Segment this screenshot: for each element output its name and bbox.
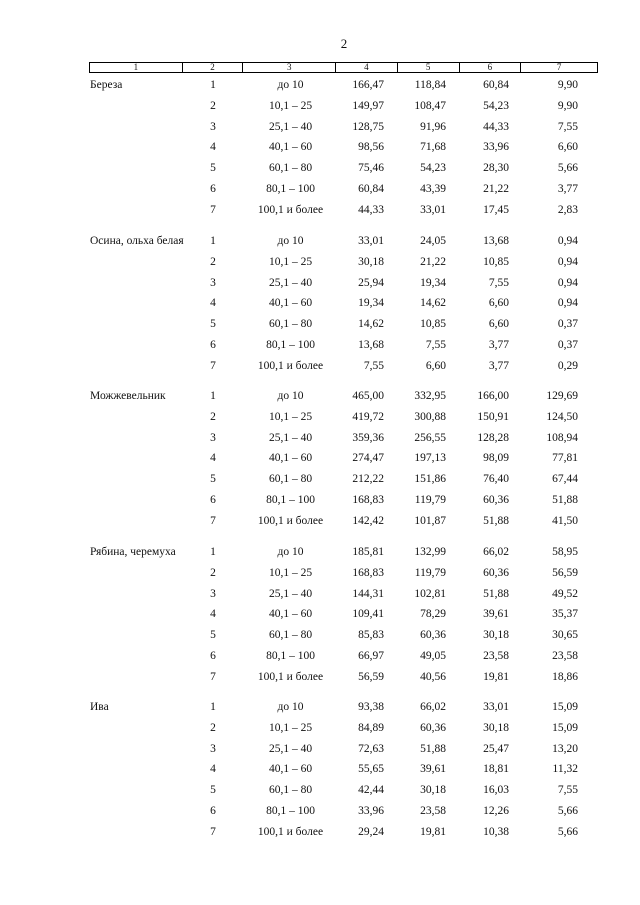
rate-col6-cell: 12,26	[483, 805, 509, 817]
age-class-cell: 4	[210, 763, 216, 776]
age-class-cell: 5	[210, 629, 216, 642]
age-class-cell: 3	[210, 120, 216, 133]
rate-col6-cell: 7,55	[488, 276, 509, 289]
age-class-cell: 4	[210, 452, 216, 465]
age-class-cell: 6	[210, 650, 216, 662]
rate-col6-cell: 51,88	[483, 587, 509, 600]
age-class-cell: 3	[210, 431, 216, 444]
age-class-cell: 3	[210, 276, 216, 289]
table-row	[0, 273, 640, 293]
age-class-cell: 5	[210, 318, 216, 331]
rate-col6-cell: 150,91	[477, 410, 509, 423]
rate-col5-cell: 21,22	[420, 255, 446, 268]
rate-col4-cell: 33,01	[358, 235, 384, 247]
rate-col4-cell: 56,59	[358, 670, 384, 683]
rate-col7-cell: 7,55	[557, 120, 578, 133]
rate-col5-cell: 19,34	[420, 276, 446, 289]
rate-col5-cell: 40,56	[420, 670, 446, 683]
rate-col6-cell: 10,38	[483, 825, 509, 838]
diameter-range-cell: до 10	[277, 546, 304, 558]
diameter-range-cell: 10,1 – 25	[268, 255, 313, 268]
rate-col4-cell: 55,65	[358, 763, 384, 776]
table-row	[0, 604, 640, 624]
age-class-cell: 5	[210, 473, 216, 486]
column-header-2: 2	[183, 63, 244, 72]
rate-col7-cell: 56,59	[552, 566, 578, 579]
diameter-range-cell: 80,1 – 100	[266, 650, 315, 662]
rate-col4-cell: 168,83	[352, 566, 384, 579]
age-class-cell: 6	[210, 805, 216, 817]
rate-col7-cell: 9,90	[557, 79, 578, 91]
rate-col7-cell: 0,94	[557, 297, 578, 310]
age-class-cell: 5	[210, 784, 216, 797]
table-row	[0, 200, 640, 220]
rate-col5-cell: 19,81	[420, 825, 446, 838]
rate-col5-cell: 30,18	[420, 784, 446, 797]
rate-col5-cell: 43,39	[420, 183, 446, 195]
rate-col4-cell: 185,81	[352, 546, 384, 558]
table-row	[0, 511, 640, 531]
rate-col6-cell: 60,36	[483, 494, 509, 506]
rate-col6-cell: 66,02	[483, 546, 509, 558]
species-name: Ива	[90, 701, 109, 713]
rate-col5-cell: 119,79	[414, 566, 446, 579]
rate-col4-cell: 19,34	[358, 297, 384, 310]
rate-col6-cell: 76,40	[483, 473, 509, 486]
rate-col4-cell: 25,94	[358, 276, 384, 289]
rate-col5-cell: 300,88	[414, 410, 446, 423]
rate-col4-cell: 42,44	[358, 784, 384, 797]
rate-col7-cell: 9,90	[557, 99, 578, 112]
diameter-range-cell: 80,1 – 100	[266, 494, 315, 506]
rate-col6-cell: 51,88	[483, 514, 509, 527]
table-row	[0, 490, 640, 510]
rate-col5-cell: 91,96	[420, 120, 446, 133]
age-class-cell: 3	[210, 742, 216, 755]
rate-col6-cell: 60,36	[483, 566, 509, 579]
rate-col6-cell: 6,60	[488, 318, 509, 331]
diameter-range-cell: 25,1 – 40	[268, 431, 313, 444]
rate-col5-cell: 66,02	[420, 701, 446, 713]
table-row	[0, 314, 640, 334]
table-row	[0, 759, 640, 779]
diameter-range-cell: 40,1 – 60	[268, 141, 313, 154]
age-class-cell: 1	[210, 390, 216, 402]
age-class-cell: 1	[210, 79, 216, 91]
rate-col7-cell: 35,37	[552, 608, 578, 621]
table-row	[0, 293, 640, 313]
diameter-range-cell: 25,1 – 40	[268, 120, 313, 133]
diameter-range-cell: 100,1 и более	[257, 203, 324, 216]
rate-col7-cell: 5,66	[557, 805, 578, 817]
rate-col4-cell: 75,46	[358, 162, 384, 175]
table-row	[0, 542, 640, 562]
rate-col4-cell: 419,72	[352, 410, 384, 423]
table-row	[0, 780, 640, 800]
rate-col5-cell: 101,87	[414, 514, 446, 527]
rate-col5-cell: 256,55	[414, 431, 446, 444]
rate-col6-cell: 21,22	[483, 183, 509, 195]
rate-col7-cell: 7,55	[557, 784, 578, 797]
table-row	[0, 179, 640, 199]
age-class-cell: 7	[210, 359, 216, 372]
rate-col7-cell: 15,09	[552, 721, 578, 734]
rate-col6-cell: 10,85	[483, 255, 509, 268]
rate-col5-cell: 108,47	[414, 99, 446, 112]
column-number-header	[89, 62, 598, 73]
rate-col6-cell: 28,30	[483, 162, 509, 175]
rate-col5-cell: 151,86	[414, 473, 446, 486]
diameter-range-cell: 10,1 – 25	[268, 566, 313, 579]
age-class-cell: 2	[210, 566, 216, 579]
table-row	[0, 469, 640, 489]
table-row	[0, 137, 640, 157]
rate-col6-cell: 18,81	[483, 763, 509, 776]
rate-col4-cell: 7,55	[363, 359, 384, 372]
rate-col6-cell: 44,33	[483, 120, 509, 133]
diameter-range-cell: 40,1 – 60	[268, 452, 313, 465]
rate-col4-cell: 465,00	[352, 390, 384, 402]
rate-col5-cell: 10,85	[420, 318, 446, 331]
table-row	[0, 718, 640, 738]
diameter-range-cell: 60,1 – 80	[268, 473, 313, 486]
rate-col4-cell: 128,75	[352, 120, 384, 133]
diameter-range-cell: 40,1 – 60	[268, 763, 313, 776]
table-row	[0, 801, 640, 821]
column-header-3: 3	[243, 63, 336, 72]
rate-col5-cell: 60,36	[420, 721, 446, 734]
diameter-range-cell: 25,1 – 40	[268, 587, 313, 600]
rate-col6-cell: 33,96	[483, 141, 509, 154]
age-class-cell: 6	[210, 339, 216, 351]
rate-col5-cell: 6,60	[425, 359, 446, 372]
rate-col7-cell: 0,37	[557, 339, 578, 351]
table-row	[0, 625, 640, 645]
table-row	[0, 584, 640, 604]
diameter-range-cell: 60,1 – 80	[268, 784, 313, 797]
table-row	[0, 667, 640, 687]
diameter-range-cell: 10,1 – 25	[268, 721, 313, 734]
species-name: Осина, ольха белая	[90, 235, 184, 247]
rate-col5-cell: 51,88	[420, 742, 446, 755]
rate-col5-cell: 102,81	[414, 587, 446, 600]
rate-col4-cell: 44,33	[358, 203, 384, 216]
diameter-range-cell: 40,1 – 60	[268, 608, 313, 621]
age-class-cell: 3	[210, 587, 216, 600]
rate-col5-cell: 14,62	[420, 297, 446, 310]
age-class-cell: 7	[210, 203, 216, 216]
rate-col5-cell: 78,29	[420, 608, 446, 621]
rate-col4-cell: 144,31	[352, 587, 384, 600]
diameter-range-cell: 25,1 – 40	[268, 742, 313, 755]
diameter-range-cell: до 10	[277, 390, 304, 402]
rate-col7-cell: 23,58	[552, 650, 578, 662]
diameter-range-cell: 10,1 – 25	[268, 99, 313, 112]
age-class-cell: 7	[210, 670, 216, 683]
rate-col7-cell: 6,60	[557, 141, 578, 154]
rate-col5-cell: 49,05	[420, 650, 446, 662]
rate-col6-cell: 98,09	[483, 452, 509, 465]
rate-col5-cell: 71,68	[420, 141, 446, 154]
rate-col7-cell: 124,50	[546, 410, 578, 423]
page-number: 2	[340, 36, 348, 51]
age-class-cell: 6	[210, 494, 216, 506]
rate-col6-cell: 3,77	[488, 339, 509, 351]
rate-col6-cell: 166,00	[477, 390, 509, 402]
rate-col6-cell: 39,61	[483, 608, 509, 621]
rate-col7-cell: 49,52	[552, 587, 578, 600]
table-row	[0, 158, 640, 178]
rate-col5-cell: 197,13	[414, 452, 446, 465]
rate-col7-cell: 0,29	[557, 359, 578, 372]
rate-col7-cell: 41,50	[552, 514, 578, 527]
table-row	[0, 75, 640, 95]
table-row	[0, 646, 640, 666]
rate-col7-cell: 0,37	[557, 318, 578, 331]
rate-col4-cell: 29,24	[358, 825, 384, 838]
age-class-cell: 2	[210, 255, 216, 268]
age-class-cell: 1	[210, 235, 216, 247]
age-class-cell: 1	[210, 546, 216, 558]
table-row	[0, 822, 640, 842]
age-class-cell: 1	[210, 701, 216, 713]
rate-col4-cell: 66,97	[358, 650, 384, 662]
rate-col4-cell: 84,89	[358, 721, 384, 734]
rate-col7-cell: 3,77	[557, 183, 578, 195]
diameter-range-cell: 10,1 – 25	[268, 410, 313, 423]
rate-col4-cell: 168,83	[352, 494, 384, 506]
rate-col6-cell: 54,23	[483, 99, 509, 112]
column-header-5: 5	[398, 63, 460, 72]
rate-col6-cell: 13,68	[483, 235, 509, 247]
age-class-cell: 6	[210, 183, 216, 195]
rate-col7-cell: 5,66	[557, 162, 578, 175]
rate-col7-cell: 18,86	[552, 670, 578, 683]
rate-col4-cell: 109,41	[352, 608, 384, 621]
table-row	[0, 231, 640, 251]
table-row	[0, 563, 640, 583]
rate-col5-cell: 23,58	[420, 805, 446, 817]
rate-col4-cell: 98,56	[358, 141, 384, 154]
diameter-range-cell: 60,1 – 80	[268, 318, 313, 331]
table-row	[0, 448, 640, 468]
rate-col6-cell: 33,01	[483, 701, 509, 713]
rate-col4-cell: 274,47	[352, 452, 384, 465]
rate-col5-cell: 33,01	[420, 203, 446, 216]
rate-col6-cell: 23,58	[483, 650, 509, 662]
table-row	[0, 697, 640, 717]
rate-col5-cell: 118,84	[414, 79, 446, 91]
column-header-7: 7	[556, 62, 562, 72]
column-header-1: 1	[90, 63, 183, 72]
rate-col6-cell: 30,18	[483, 721, 509, 734]
rate-col5-cell: 60,36	[420, 629, 446, 642]
diameter-range-cell: 100,1 и более	[257, 825, 324, 838]
table-row	[0, 356, 640, 376]
diameter-range-cell: 60,1 – 80	[268, 629, 313, 642]
rate-col5-cell: 7,55	[425, 339, 446, 351]
diameter-range-cell: до 10	[277, 79, 304, 91]
rate-col4-cell: 60,84	[358, 183, 384, 195]
age-class-cell: 4	[210, 608, 216, 621]
species-name: Рябина, черемуха	[90, 546, 176, 558]
diameter-range-cell: 80,1 – 100	[266, 339, 315, 351]
rate-col5-cell: 119,79	[414, 494, 446, 506]
rate-col4-cell: 93,38	[358, 701, 384, 713]
diameter-range-cell: 100,1 и более	[257, 670, 324, 683]
rate-col6-cell: 25,47	[483, 742, 509, 755]
table-row	[0, 407, 640, 427]
diameter-range-cell: 100,1 и более	[257, 359, 324, 372]
diameter-range-cell: 100,1 и более	[257, 514, 324, 527]
rate-col7-cell: 30,65	[552, 629, 578, 642]
rate-col4-cell: 166,47	[352, 79, 384, 91]
rate-col7-cell: 11,32	[552, 763, 578, 776]
rate-col6-cell: 30,18	[483, 629, 509, 642]
table-row	[0, 252, 640, 272]
rate-col7-cell: 129,69	[546, 390, 578, 402]
rate-col7-cell: 108,94	[546, 431, 578, 444]
rate-col4-cell: 359,36	[352, 431, 384, 444]
rate-col4-cell: 33,96	[358, 805, 384, 817]
age-class-cell: 4	[210, 141, 216, 154]
rate-col5-cell: 54,23	[420, 162, 446, 175]
rate-col5-cell: 132,99	[414, 546, 446, 558]
rate-col7-cell: 67,44	[552, 473, 578, 486]
rate-col7-cell: 77,81	[552, 452, 578, 465]
rate-col6-cell: 3,77	[488, 359, 509, 372]
age-class-cell: 7	[210, 514, 216, 527]
table-row	[0, 96, 640, 116]
diameter-range-cell: 40,1 – 60	[268, 297, 313, 310]
diameter-range-cell: 60,1 – 80	[268, 162, 313, 175]
rate-col4-cell: 72,63	[358, 742, 384, 755]
rate-col6-cell: 128,28	[477, 431, 509, 444]
diameter-range-cell: 80,1 – 100	[266, 805, 315, 817]
rate-col6-cell: 6,60	[488, 297, 509, 310]
table-row	[0, 428, 640, 448]
table-row	[0, 117, 640, 137]
age-class-cell: 4	[210, 297, 216, 310]
rate-col6-cell: 17,45	[483, 203, 509, 216]
rate-col7-cell: 58,95	[552, 546, 578, 558]
diameter-range-cell: 25,1 – 40	[268, 276, 313, 289]
rate-col7-cell: 0,94	[557, 255, 578, 268]
rate-col4-cell: 212,22	[352, 473, 384, 486]
rate-col7-cell: 0,94	[557, 276, 578, 289]
rate-col4-cell: 13,68	[358, 339, 384, 351]
age-class-cell: 2	[210, 721, 216, 734]
table-row	[0, 335, 640, 355]
diameter-range-cell: до 10	[277, 235, 304, 247]
rate-col4-cell: 14,62	[358, 318, 384, 331]
rate-col7-cell: 51,88	[552, 494, 578, 506]
diameter-range-cell: 80,1 – 100	[266, 183, 315, 195]
rate-col7-cell: 5,66	[557, 825, 578, 838]
rate-col4-cell: 142,42	[352, 514, 384, 527]
species-name: Можжевельник	[90, 390, 166, 402]
age-class-cell: 2	[210, 99, 216, 112]
rate-col7-cell: 15,09	[552, 701, 578, 713]
age-class-cell: 5	[210, 162, 216, 175]
rate-col7-cell: 0,94	[557, 235, 578, 247]
rate-col6-cell: 19,81	[483, 670, 509, 683]
rate-col5-cell: 24,05	[420, 235, 446, 247]
rate-col6-cell: 16,03	[483, 784, 509, 797]
diameter-range-cell: до 10	[277, 701, 304, 713]
age-class-cell: 2	[210, 410, 216, 423]
rate-col4-cell: 149,97	[352, 99, 384, 112]
rate-col4-cell: 85,83	[358, 629, 384, 642]
rate-col5-cell: 39,61	[420, 763, 446, 776]
rate-col7-cell: 2,83	[557, 203, 578, 216]
table-row	[0, 739, 640, 759]
table-row	[0, 386, 640, 406]
column-header-4: 4	[336, 63, 398, 72]
rate-col6-cell: 60,84	[483, 79, 509, 91]
rate-col7-cell: 13,20	[552, 742, 578, 755]
column-header-6: 6	[460, 63, 522, 72]
species-name: Береза	[90, 79, 123, 91]
age-class-cell: 7	[210, 825, 216, 838]
rate-col4-cell: 30,18	[358, 255, 384, 268]
rate-col5-cell: 332,95	[414, 390, 446, 402]
